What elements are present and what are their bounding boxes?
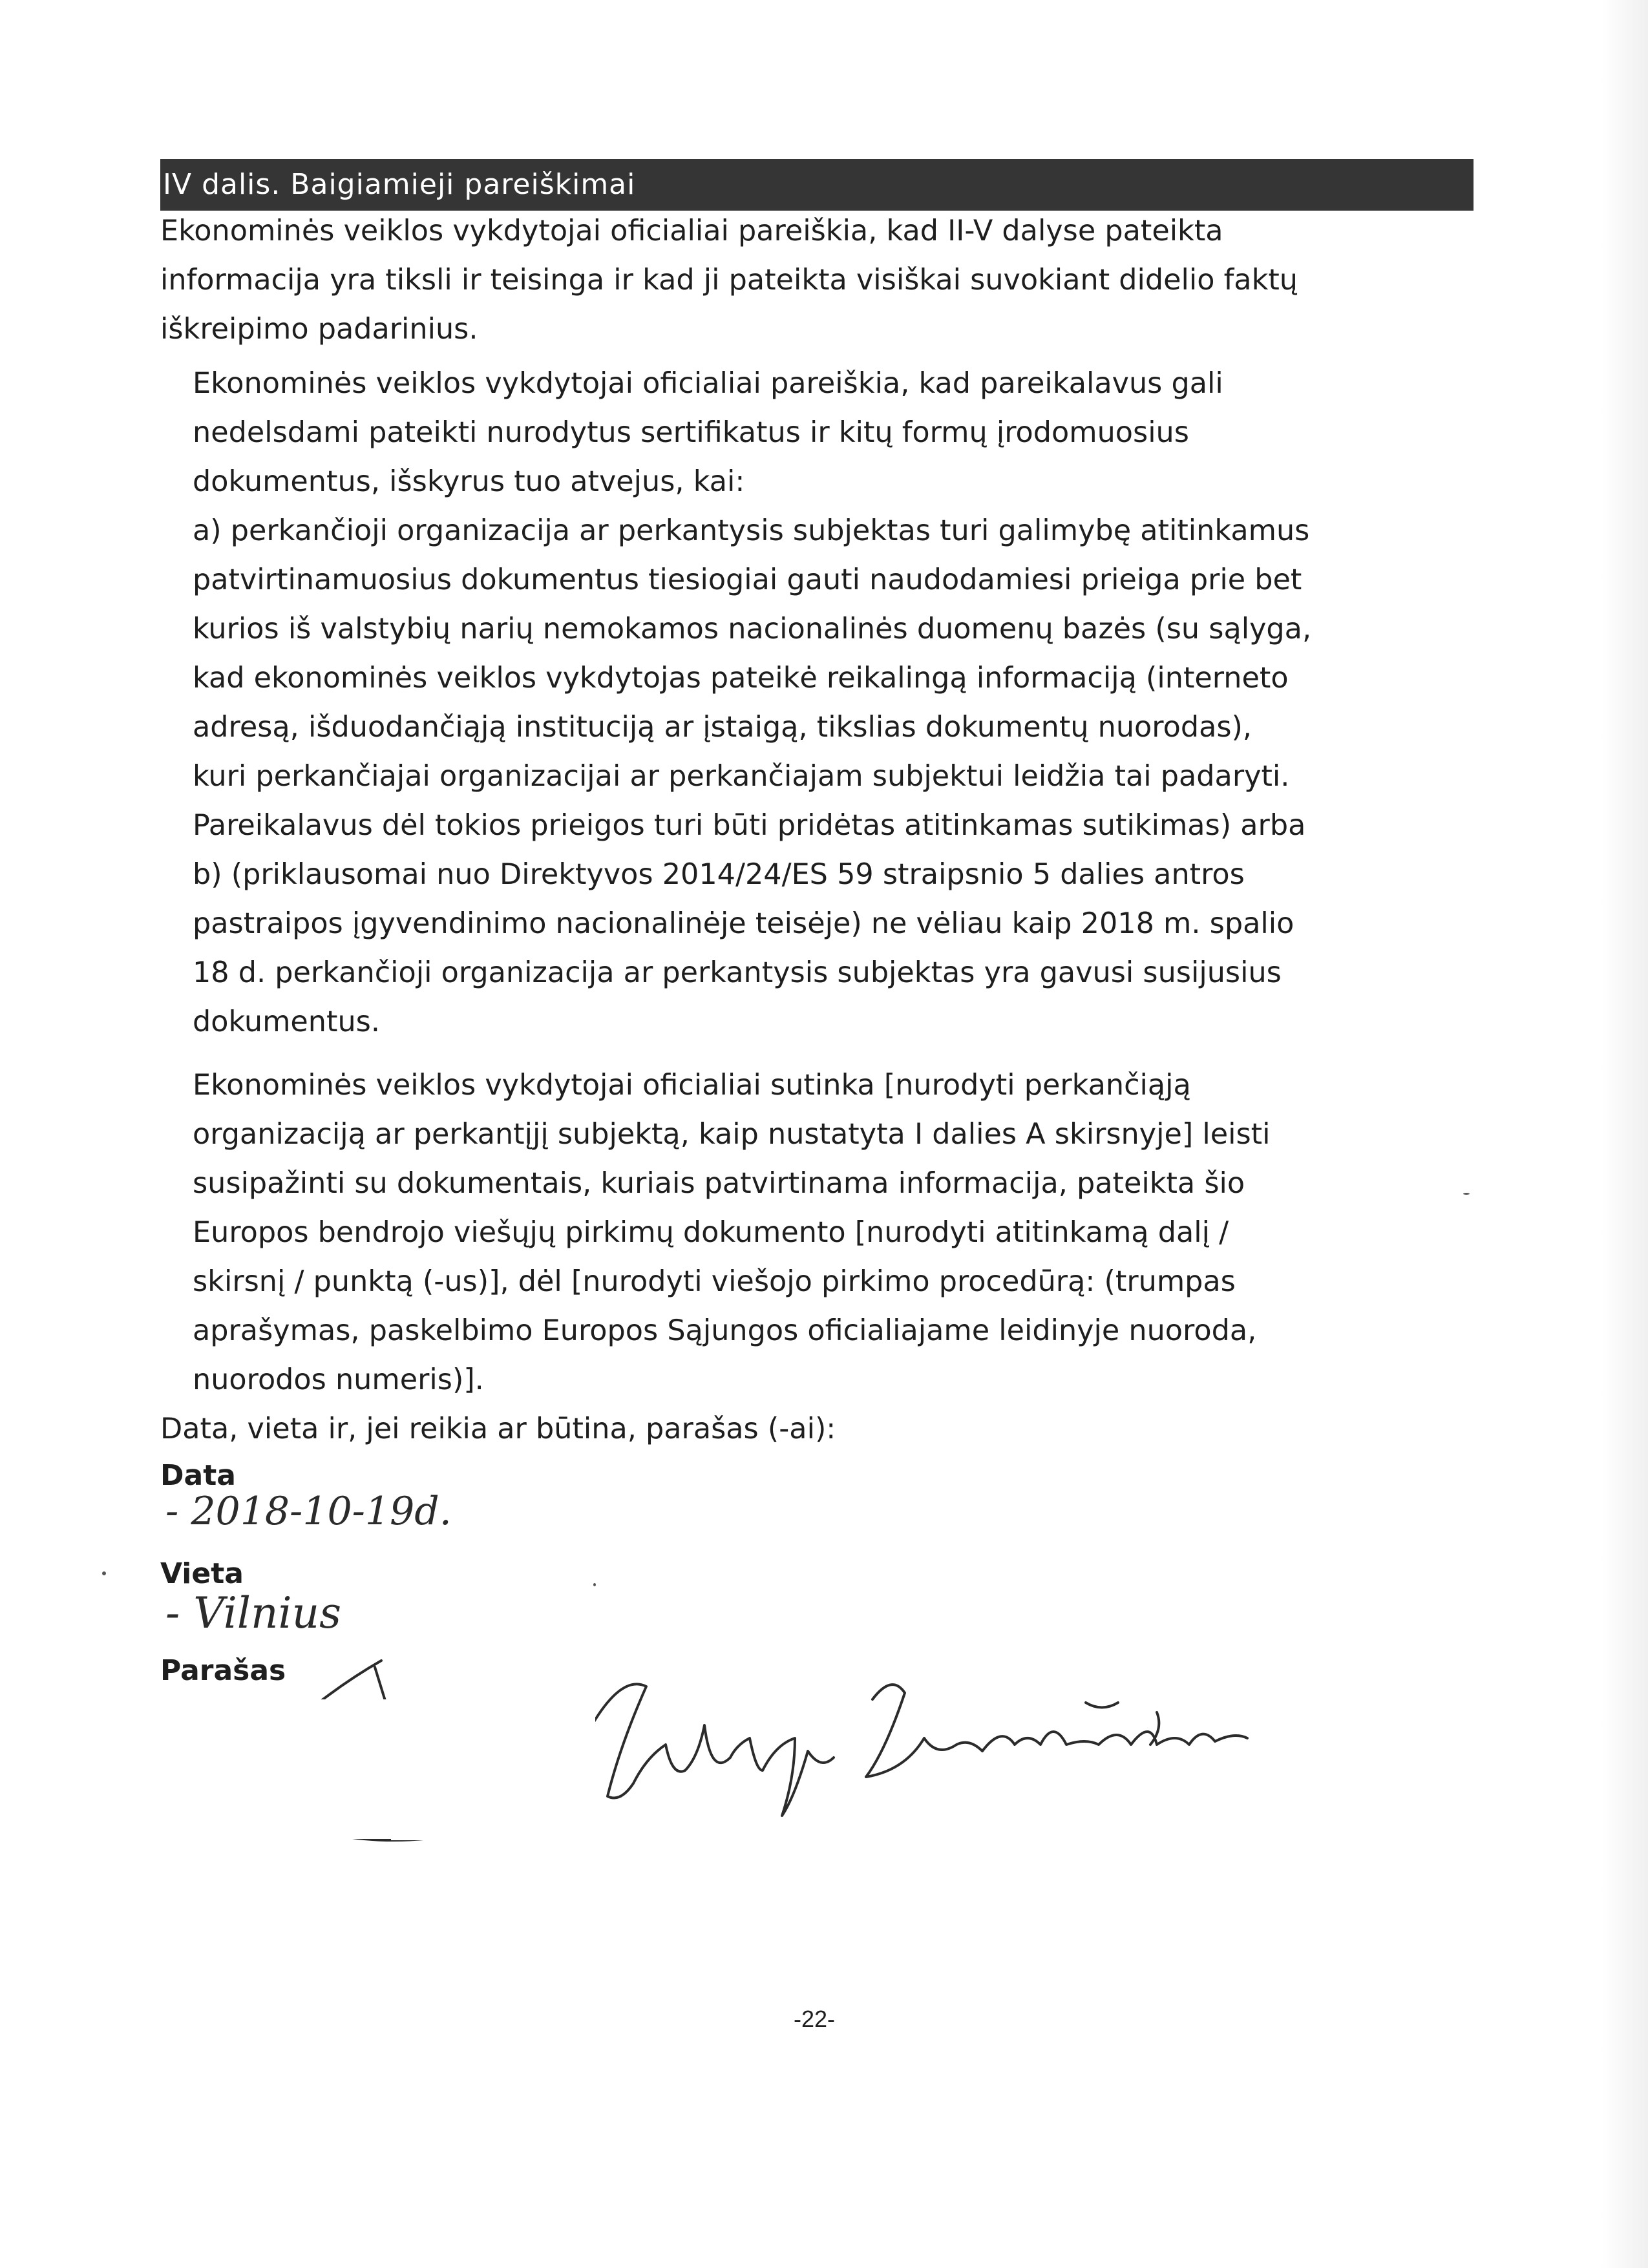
paragraph-line: patvirtinamuosius dokumentus tiesiogiai gauti naudodamiesi prieiga prie bet	[193, 563, 1302, 596]
redaction-box	[391, 1562, 595, 1840]
date-label: Data	[160, 1459, 236, 1492]
paragraph-line: Pareikalavus dėl tokios prieigos turi būti pridėtas atitinkamas sutikimas) arba	[193, 809, 1306, 842]
paragraph-line: informacija yra tiksli ir teisinga ir kad ji pateikta visiškai suvokiant didelio faktų	[160, 264, 1298, 297]
paragraph-line: nedelsdami pateikti nurodytus sertifikatus ir kitų formų įrodomuosius	[193, 416, 1189, 449]
paragraph-consent	[193, 1061, 1270, 1405]
scan-edge	[1601, 0, 1648, 2268]
section-title: IV dalis. Baigiamieji pareiškimai	[160, 159, 1474, 211]
signature-text: Vitalijus Gorelčenka	[607, 1854, 615, 1855]
paragraph-line: dokumentus, išskyrus tuo atvejus, kai:	[193, 465, 745, 498]
signature-label: Parašas	[160, 1654, 286, 1687]
paragraph-line: aprašymas, paskelbimo Europos Sąjungos oficialiajame leidinyje nuoroda,	[193, 1314, 1257, 1347]
scan-speck	[102, 1571, 106, 1575]
paragraph-line: kurios iš valstybių narių nemokamos nacionalinės duomenų bazės (su sąlyga,	[193, 613, 1312, 646]
page-number: -22-	[794, 2006, 836, 2032]
handwritten-date: - 2018-10-19d.	[165, 1489, 452, 1534]
scan-speck	[1463, 1193, 1470, 1195]
paragraph-date-place-intro	[160, 1405, 836, 1454]
paragraph-line: kad ekonominės veiklos vykdytojas pateikė reikalingą informaciją (interneto	[193, 662, 1289, 695]
paragraph-line: Ekonominės veiklos vykdytojai oficialiai pareiškia, kad pareikalavus gali	[193, 367, 1223, 400]
paragraph-line: skirsnį / punktą (-us)], dėl [nurodyti viešojo pirkimo procedūrą: (trumpas	[193, 1265, 1236, 1298]
redaction-box	[199, 1699, 412, 1839]
paragraph-line: Data, vieta ir, jei reikia ar būtina, parašas (-ai):	[160, 1412, 836, 1445]
paragraph-line: Ekonominės veiklos vykdytojai oficialiai pareiškia, kad II-V dalyse pateikta	[160, 215, 1223, 247]
paragraph-certificates	[193, 359, 1311, 1047]
paragraph-line: dokumentus.	[193, 1005, 380, 1038]
paragraph-line: kuri perkančiajai organizacijai ar perkančiajam subjektui leidžia tai padaryti.	[193, 760, 1290, 793]
paragraph-line: susipažinti su dokumentais, kuriais patvirtinama informacija, pateikta šio	[193, 1167, 1245, 1200]
paragraph-line: organizaciją ar perkantįjį subjektą, kaip nustatyta I dalies A skirsnyje] leisti	[193, 1118, 1271, 1151]
paragraph-line: nuorodos numeris)].	[193, 1363, 484, 1396]
handwritten-place: - Vilnius	[165, 1588, 341, 1638]
paragraph-line: pastraipos įgyvendinimo nacionalinėje teisėje) ne vėliau kaip 2018 m. spalio	[193, 907, 1294, 940]
paragraph-line: b) (priklausomai nuo Direktyvos 2014/24/ES 59 straipsnio 5 dalies antros	[193, 858, 1245, 891]
paragraph-official-statement	[160, 207, 1298, 354]
place-label: Vieta	[160, 1557, 244, 1590]
paragraph-line: Ekonominės veiklos vykdytojai oficialiai sutinka [nurodyti perkančiąją	[193, 1069, 1191, 1102]
scan-speck	[593, 1583, 596, 1586]
paragraph-line: Europos bendrojo viešųjų pirkimų dokumento [nurodyti atitinkamą dalį /	[193, 1216, 1229, 1249]
paragraph-line: iškreipimo padarinius.	[160, 313, 478, 346]
paragraph-line: 18 d. perkančioji organizacija ar perkantysis subjektas yra gavusi susijusius	[193, 956, 1282, 989]
paragraph-line: a) perkančioji organizacija ar perkantysis subjektas turi galimybę atitinkamus	[193, 514, 1310, 547]
paragraph-line: adresą, išduodančiąją instituciją ar įstaigą, tikslias dokumentų nuorodas),	[193, 711, 1252, 744]
